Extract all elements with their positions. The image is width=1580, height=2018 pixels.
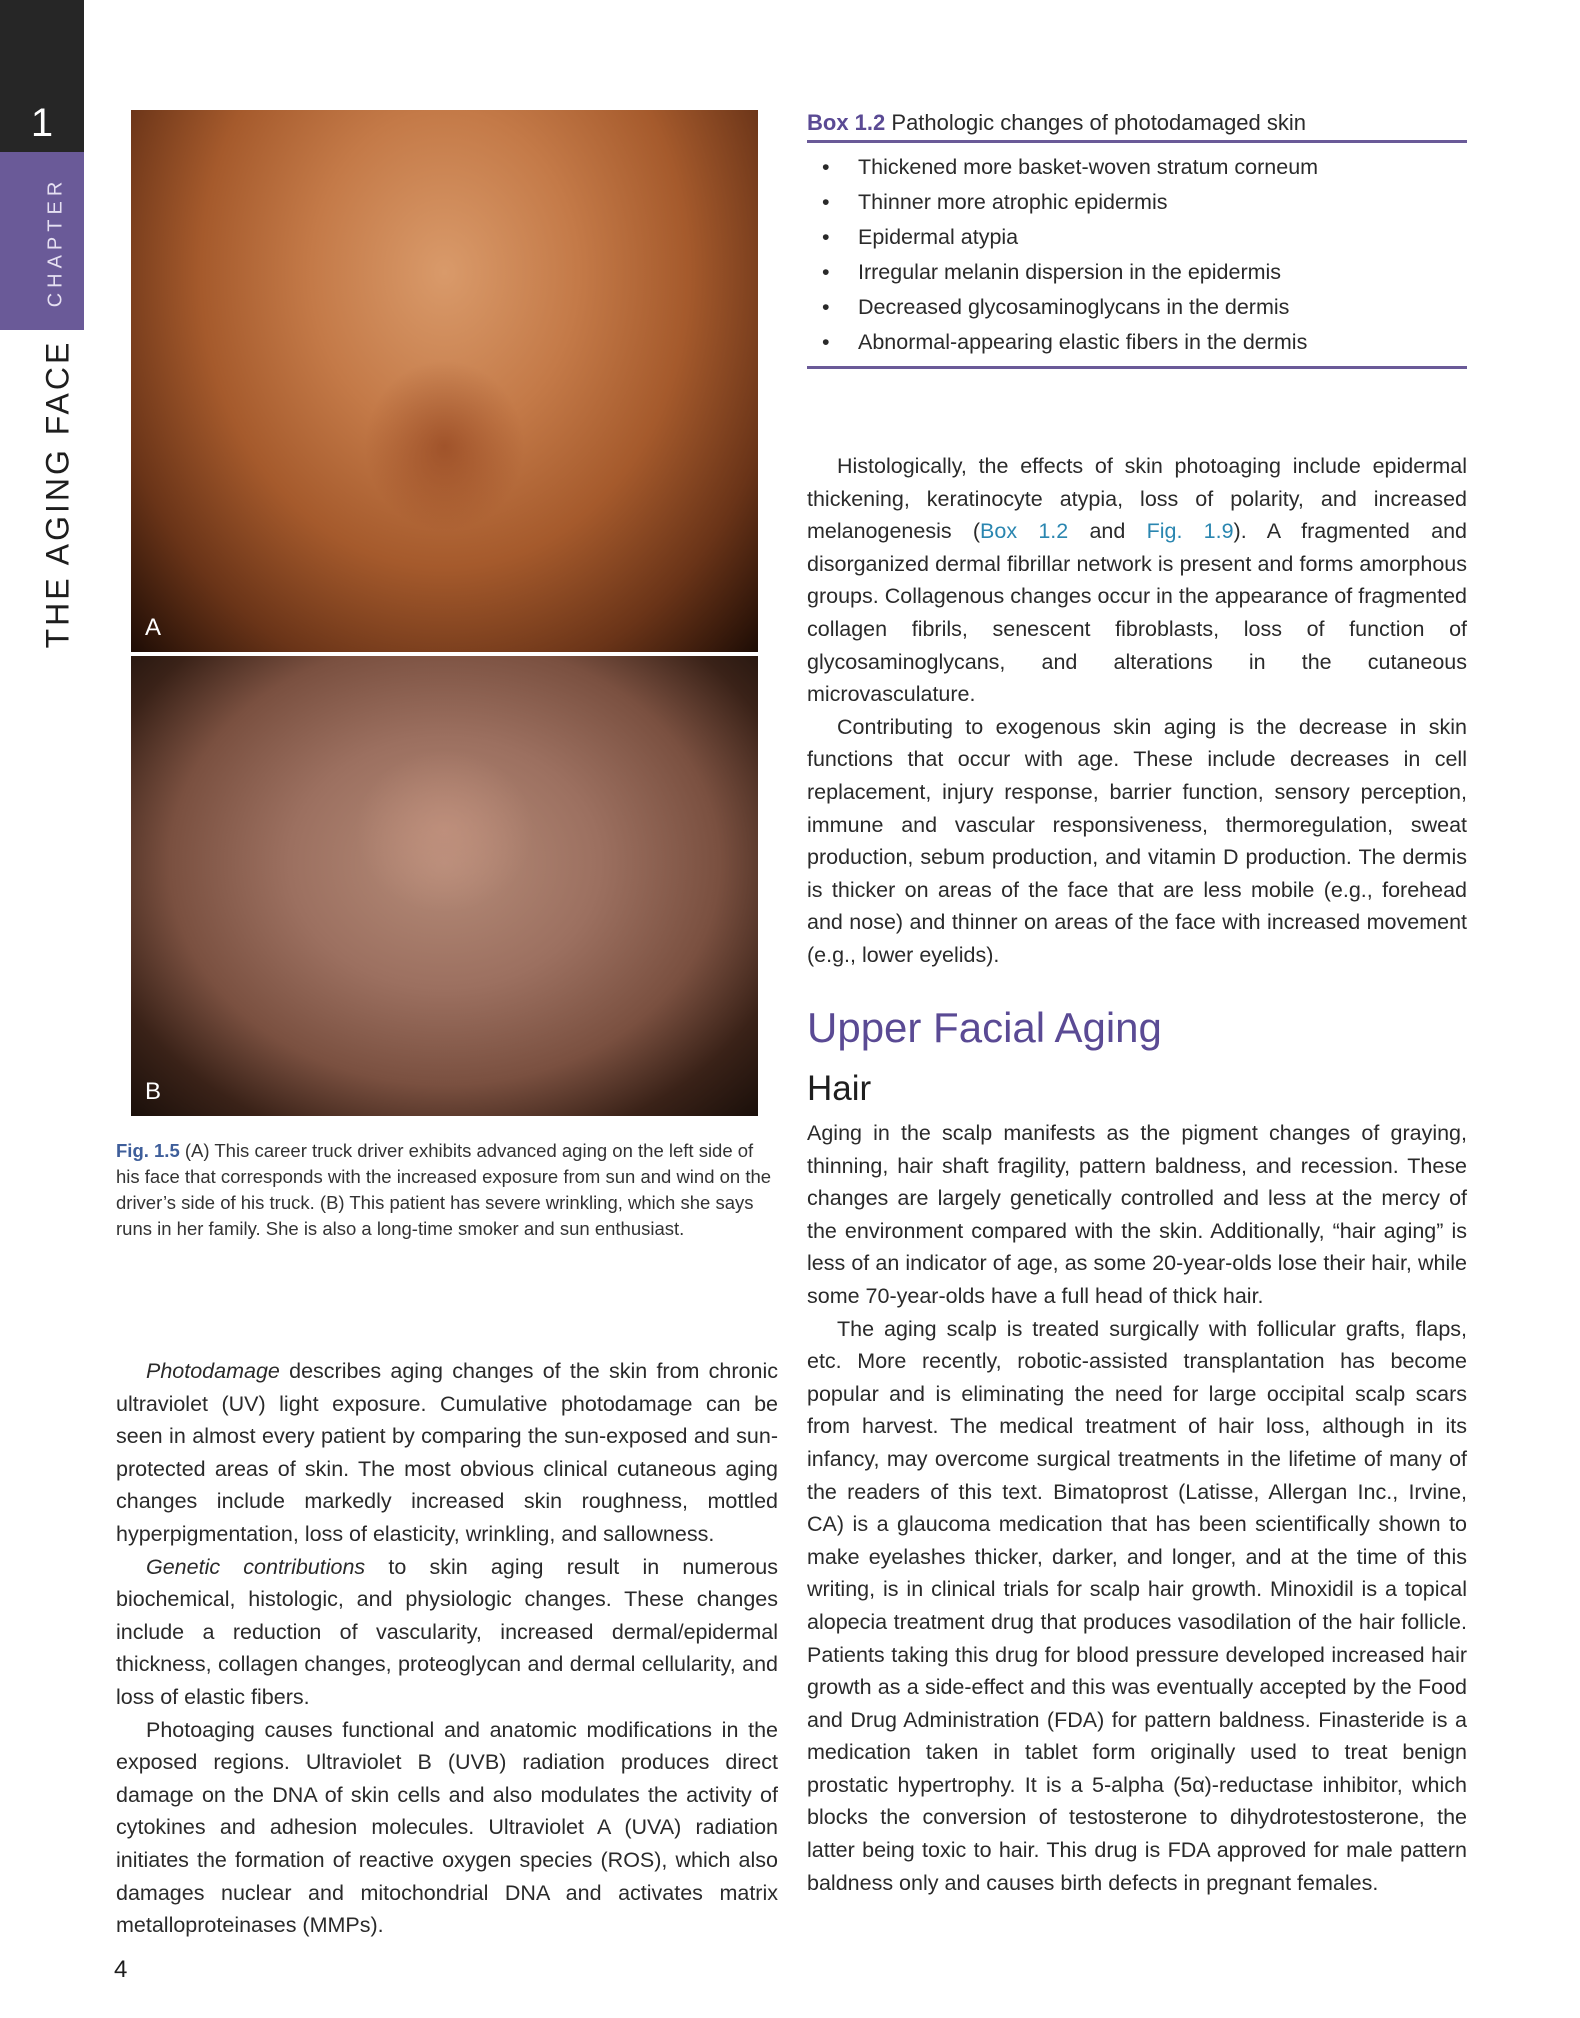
box-list-item: • Decreased glycosaminoglycans in the dermis bbox=[822, 290, 1462, 325]
subsection-heading: Hair bbox=[807, 1069, 872, 1108]
paragraph-hair-treatment: The aging scalp is treated surgically with follicular grafts, flaps, etc. More recently, robotic-assisted transplantation has become popular and is eliminating the need for large occipital scalp scars from harvest. The medical treatment of hair loss, although in its infancy, may overcome surgical treatments in the lifetime of many of the readers of this text. Bimatoprost (Latisse, Allergan Inc., Irvine, CA) is a glaucoma medication that has been scientifically shown to make eyelashes thicker, darker, and longer, and at the time of this writing, is in clinical trials for scalp hair growth. Minoxidil is a topical alopecia treatment drug that produces vasodilation of the hair follicle. Patients taking this drug for blood pressure developed increased hair growth as a side-effect and this was eventually accepted by the Food and Drug Administration (FDA) for pattern baldness. Finasteride is a medication taken in tablet form originally used to treat benign prostatic hypertrophy. It is a 5-alpha (5α)-reductase inhibitor, which blocks the conversion of testosterone to dihydrotestosterone, the latter being toxic to hair. This drug is FDA approved for male pattern baldness only and causes birth defects in pregnant females. bbox=[807, 1316, 1467, 1895]
figure-caption bbox=[116, 1138, 778, 1242]
figure-photo-a bbox=[131, 110, 758, 652]
chapter-tab-purple bbox=[0, 152, 84, 330]
bullet-icon: • bbox=[822, 330, 830, 354]
running-section-title: THE AGING FACE bbox=[39, 339, 76, 649]
box-list bbox=[822, 150, 1462, 360]
paragraph-scalp-aging: Aging in the scalp manifests as the pigment changes of graying, thinning, hair shaft fragility, pattern baldness, and recession. These changes are largely genetically controlled and less at the mercy of the environment compared with the skin. Additionally, “hair aging” is less of an indicator of age, as some 20-year-olds lose their hair, while some 70-year-olds have a full head of thick hair. bbox=[807, 1121, 1467, 1308]
bullet-icon: • bbox=[822, 225, 830, 249]
box-list-item: • Abnormal-appearing elastic fibers in the dermis bbox=[822, 325, 1462, 360]
right-column-lower bbox=[807, 1117, 1467, 1899]
figure-caption-text: (A) This career truck driver exhibits advanced aging on the left side of his face that corresponds with the increased exposure from sun and wind on the driver’s side of his truck. (B) This patient has severe wrinkling, which she says runs in her family. She is also a long-time smoker and sun enthusiast. bbox=[116, 1140, 772, 1239]
box-title bbox=[807, 106, 1467, 140]
page-number: 4 bbox=[114, 1956, 128, 1983]
box-reference-link[interactable]: Box 1.2 bbox=[980, 519, 1069, 544]
right-column-upper bbox=[807, 450, 1467, 972]
chapter-number: 1 bbox=[30, 101, 54, 145]
figure-reference-link[interactable]: Fig. 1.9 bbox=[1146, 519, 1234, 544]
box-title-text: Pathologic changes of photodamaged skin bbox=[891, 110, 1307, 135]
paragraph-histology: Histologically, the effects of skin photoaging include epidermal thickening, keratinocyte atypia, loss of polarity, and increased melanogenesis (Box 1.2 and Fig. 1.9). A fragmented and disorganized dermal fibrillar network is present and forms amorphous groups. Collagenous changes occur in the appearance of fragmented collagen fibrils, senescent fibroblasts, loss of function of glycosaminoglycans, and alterations in the cutaneous microvasculature. bbox=[807, 454, 1467, 707]
left-column bbox=[116, 1355, 778, 1942]
photo-a-label: A bbox=[145, 614, 162, 641]
box-label: Box 1.2 bbox=[807, 110, 886, 135]
box-list-item: • Thinner more atrophic epidermis bbox=[822, 185, 1462, 220]
photo-b-label: B bbox=[145, 1078, 162, 1105]
bullet-icon: • bbox=[822, 155, 830, 179]
chapter-label: CHAPTER bbox=[44, 176, 67, 308]
figure-photo-b bbox=[131, 656, 758, 1116]
box-top-rule bbox=[807, 140, 1467, 143]
paragraph-exogenous-aging: Contributing to exogenous skin aging is the decrease in skin functions that occur with age. These include decreases in cell replacement, injury response, barrier function, sensory perception, immune and vascular responsiveness, thermoregulation, sweat production, sebum production, and vitamin D production. The dermis is thicker on areas of the face that are less mobile (e.g., forehead and nose) and thinner on areas of the face with increased movement (e.g., lower eyelids). bbox=[807, 714, 1467, 967]
bullet-icon: • bbox=[822, 295, 830, 319]
box-list-item: • Epidermal atypia bbox=[822, 220, 1462, 255]
figure-caption-label: Fig. 1.5 bbox=[116, 1140, 180, 1161]
box-bottom-rule bbox=[807, 366, 1467, 369]
paragraph-genetic: Genetic contributions to skin aging result in numerous biochemical, histologic, and physiologic changes. These changes include a reduction of vascularity, increased dermal/epidermal thickness, collagen changes, proteoglycan and dermal cellularity, and loss of elastic fibers. bbox=[116, 1554, 778, 1709]
bullet-icon: • bbox=[822, 190, 830, 214]
paragraph-photodamage: Photodamage describes aging changes of the skin from chronic ultraviolet (UV) light exposure. Cumulative photodamage can be seen in almost every patient by comparing the sun-exposed and sun-protected areas of skin. The most obvious clinical cutaneous aging changes include markedly increased skin roughness, mottled hyperpigmentation, loss of elasticity, wrinkling, and sallowness. bbox=[116, 1359, 778, 1546]
box-list-item: • Irregular melanin dispersion in the epidermis bbox=[822, 255, 1462, 290]
box-list-item: • Thickened more basket-woven stratum corneum bbox=[822, 150, 1462, 185]
bullet-icon: • bbox=[822, 260, 830, 284]
section-heading: Upper Facial Aging bbox=[807, 1004, 1162, 1051]
paragraph-photoaging: Photoaging causes functional and anatomic modifications in the exposed regions. Ultraviolet B (UVB) radiation produces direct damage on the DNA of skin cells and also modulates the activity of cytokines and adhesion molecules. Ultraviolet A (UVA) radiation initiates the formation of reactive oxygen species (ROS), which also damages nuclear and mitochondrial DNA and activates matrix metalloproteinases (MMPs). bbox=[116, 1717, 778, 1938]
